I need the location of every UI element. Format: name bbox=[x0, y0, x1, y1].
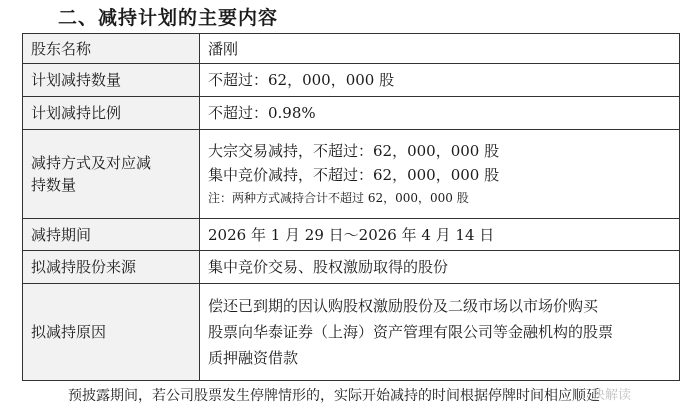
value-reduction-period: 2026 年 1 月 29 日～2026 年 4 月 14 日 bbox=[200, 219, 680, 251]
watermark-text: 快解读 bbox=[592, 388, 632, 403]
reason-line: 偿还已到期的因认购股权激励股份及二级市场以市场价购买 bbox=[208, 297, 599, 315]
method-block-trade: 大宗交易减持，不超过：62，000，000 股 bbox=[208, 142, 500, 160]
table-row bbox=[23, 219, 680, 251]
table-row bbox=[23, 284, 680, 381]
method-note: 注：两种方式减持合计不超过 62，000，000 股 bbox=[208, 191, 469, 205]
value-shareholder-name: 潘刚 bbox=[200, 34, 680, 64]
value-reduction-reason bbox=[200, 284, 680, 381]
reduction-plan-table bbox=[22, 33, 680, 381]
reason-line: 股票向华泰证券（上海）资产管理有限公司等金融机构的股票 bbox=[208, 323, 614, 341]
label-reduction-period: 减持期间 bbox=[23, 219, 200, 251]
label-reduction-method bbox=[23, 130, 200, 219]
label-share-source: 拟减持股份来源 bbox=[23, 251, 200, 284]
table-row bbox=[23, 34, 680, 64]
table-row bbox=[23, 130, 680, 219]
label-shareholder-name: 股东名称 bbox=[23, 34, 200, 64]
table-row bbox=[23, 251, 680, 284]
label-planned-ratio: 计划减持比例 bbox=[23, 97, 200, 130]
label-reduction-reason: 拟减持原因 bbox=[23, 284, 200, 381]
label-line: 持数量 bbox=[31, 176, 77, 194]
value-planned-quantity: 不超过：62，000，000 股 bbox=[200, 64, 680, 97]
value-share-source: 集中竞价交易、股权激励取得的股份 bbox=[200, 251, 680, 284]
value-planned-ratio: 不超过：0.98% bbox=[200, 97, 680, 130]
table-row bbox=[23, 64, 680, 97]
value-reduction-method bbox=[200, 130, 680, 219]
label-planned-quantity: 计划减持数量 bbox=[23, 64, 200, 97]
footer-note: 预披露期间，若公司股票发生停牌情形的，实际开始减持的时间根据停牌时间相应顺延 bbox=[68, 388, 600, 404]
method-centralized-bidding: 集中竞价减持，不超过：62，000，000 股 bbox=[208, 166, 500, 184]
reason-line: 质押融资借款 bbox=[208, 349, 299, 367]
table-row bbox=[23, 97, 680, 130]
section-heading: 二、减持计划的主要内容 bbox=[58, 7, 279, 29]
label-line: 减持方式及对应减 bbox=[31, 154, 152, 172]
